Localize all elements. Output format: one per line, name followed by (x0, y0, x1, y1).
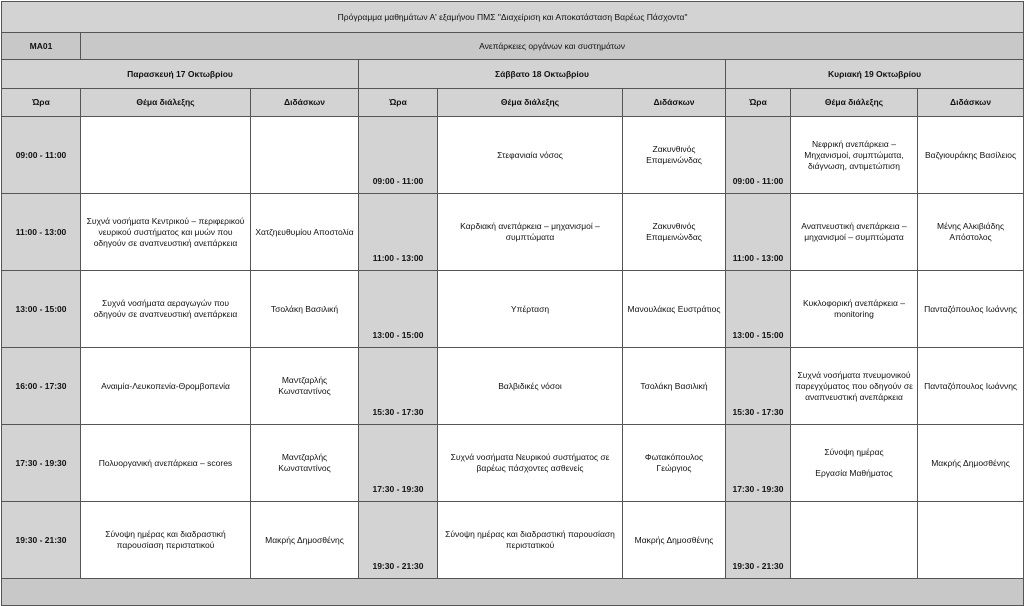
time-cell: 16:00 - 17:30 (2, 348, 81, 425)
time-cell: 11:00 - 13:00 (359, 194, 438, 271)
lecturer-cell: Τσολάκη Βασιλική (251, 271, 359, 348)
column-header-time: Ώρα (2, 89, 81, 117)
topic-cell: Υπέρταση (438, 271, 623, 348)
time-cell: 17:30 - 19:30 (2, 425, 81, 502)
lecturer-cell: Μανουλάκας Ευστράτιος (623, 271, 726, 348)
footer-bar (2, 579, 1024, 606)
lecturer-cell: Μακρής Δημοσθένης (251, 502, 359, 579)
topic-cell: Συχνά νοσήματα Κεντρικού – περιφερικού νευρικού συστήματος και μυών που οδηγούν σε αναπνευστική ανεπάρκεια (81, 194, 251, 271)
time-cell: 09:00 - 11:00 (726, 117, 791, 194)
table-row (2, 502, 1024, 579)
column-header-lecturer: Διδάσκων (251, 89, 359, 117)
day-header-sunday: Κυριακή 19 Οκτωβρίου (726, 60, 1024, 89)
day-header-saturday: Σάββατο 18 Οκτωβρίου (359, 60, 726, 89)
column-header-time: Ώρα (726, 89, 791, 117)
schedule-title: Πρόγραμμα μαθημάτων Α' εξαμήνου ΠΜΣ "Διαχείριση και Αποκατάσταση Βαρέως Πάσχοντα" (2, 2, 1024, 33)
lecturer-cell: Μακρής Δημοσθένης (623, 502, 726, 579)
time-cell: 11:00 - 13:00 (726, 194, 791, 271)
topic-cell: Αναπνευστική ανεπάρκεια – μηχανισμοί – συμπτώματα (791, 194, 918, 271)
time-cell: 15:30 - 17:30 (726, 348, 791, 425)
topic-cell (81, 117, 251, 194)
time-cell: 15:30 - 17:30 (359, 348, 438, 425)
topic-line: Εργασία Μαθήματος (815, 468, 893, 478)
time-cell: 13:00 - 15:00 (359, 271, 438, 348)
table-row (2, 348, 1024, 425)
lecturer-cell: Φωτακόπουλος Γεώργιος (623, 425, 726, 502)
lecturer-cell: Μαντζαρλής Κωνσταντίνος (251, 425, 359, 502)
time-cell: 19:30 - 21:30 (726, 502, 791, 579)
time-cell: 17:30 - 19:30 (359, 425, 438, 502)
column-header-topic: Θέμα διάλεξης (81, 89, 251, 117)
topic-cell (791, 502, 918, 579)
module-name: Ανεπάρκειες οργάνων και συστημάτων (81, 33, 1024, 60)
table-row (2, 271, 1024, 348)
time-cell: 19:30 - 21:30 (359, 502, 438, 579)
topic-cell: Κυκλοφορική ανεπάρκεια – monitoring (791, 271, 918, 348)
time-cell: 11:00 - 13:00 (2, 194, 81, 271)
lecturer-cell: Μακρής Δημοσθένης (918, 425, 1024, 502)
time-cell: 19:30 - 21:30 (2, 502, 81, 579)
lecturer-cell: Μαντζαρλής Κωνσταντίνος (251, 348, 359, 425)
module-code: ΜΑ01 (2, 33, 81, 60)
time-cell: 13:00 - 15:00 (726, 271, 791, 348)
time-cell: 09:00 - 11:00 (359, 117, 438, 194)
lecturer-cell: Ζακυνθινός Επαμεινώνδας (623, 117, 726, 194)
topic-cell: Βαλβιδικές νόσοι (438, 348, 623, 425)
column-header-time: Ώρα (359, 89, 438, 117)
lecturer-cell: Βαζγιουράκης Βασίλειος (918, 117, 1024, 194)
topic-cell: Στεφανιαία νόσος (438, 117, 623, 194)
schedule-table (1, 1, 1024, 606)
topic-cell: Σύνοψη ημέρας και διαδραστική παρουσίαση περιστατικού (81, 502, 251, 579)
lecturer-cell: Χατζηευθυμίου Αποστολία (251, 194, 359, 271)
table-row (2, 425, 1024, 502)
time-cell: 09:00 - 11:00 (2, 117, 81, 194)
column-header-lecturer: Διδάσκων (623, 89, 726, 117)
topic-cell: Πολυοργανική ανεπάρκεια – scores (81, 425, 251, 502)
day-header-friday: Παρασκευή 17 Οκτωβρίου (2, 60, 359, 89)
time-cell: 17:30 - 19:30 (726, 425, 791, 502)
topic-line: Σύνοψη ημέρας (824, 447, 884, 457)
table-row (2, 117, 1024, 194)
lecturer-cell: Ζακυνθινός Επαμεινώνδας (623, 194, 726, 271)
topic-cell: Συχνά νοσήματα Νευρικού συστήματος σε βαρέως πάσχοντες ασθενείς (438, 425, 623, 502)
column-header-lecturer: Διδάσκων (918, 89, 1024, 117)
topic-cell: Συχνά νοσήματα πνευμονικού παρεγχύματος που οδηγούν σε αναπνευστική ανεπάρκεια (791, 348, 918, 425)
lecturer-cell: Τσολάκη Βασιλική (623, 348, 726, 425)
topic-cell: Νεφρική ανεπάρκεια – Μηχανισμοί, συμπτώματα, διάγνωση, αντιμετώπιση (791, 117, 918, 194)
column-header-topic: Θέμα διάλεξης (791, 89, 918, 117)
lecturer-cell (918, 502, 1024, 579)
lecturer-cell: Πανταζόπουλος Ιωάννης (918, 271, 1024, 348)
lecturer-cell: Μένης Αλκιβιάδης Απόστολος (918, 194, 1024, 271)
topic-cell: Συχνά νοσήματα αεραγωγών που οδηγούν σε αναπνευστική ανεπάρκεια (81, 271, 251, 348)
topic-cell: Καρδιακή ανεπάρκεια – μηχανισμοί – συμπτώματα (438, 194, 623, 271)
column-header-topic: Θέμα διάλεξης (438, 89, 623, 117)
table-row (2, 194, 1024, 271)
lecturer-cell (251, 117, 359, 194)
time-cell: 13:00 - 15:00 (2, 271, 81, 348)
topic-cell: Αναιμία-Λευκοπενία-Θρομβοπενία (81, 348, 251, 425)
topic-cell (791, 425, 918, 502)
lecturer-cell: Πανταζόπουλος Ιωάννης (918, 348, 1024, 425)
topic-cell: Σύνοψη ημέρας και διαδραστική παρουσίαση περιστατικού (438, 502, 623, 579)
